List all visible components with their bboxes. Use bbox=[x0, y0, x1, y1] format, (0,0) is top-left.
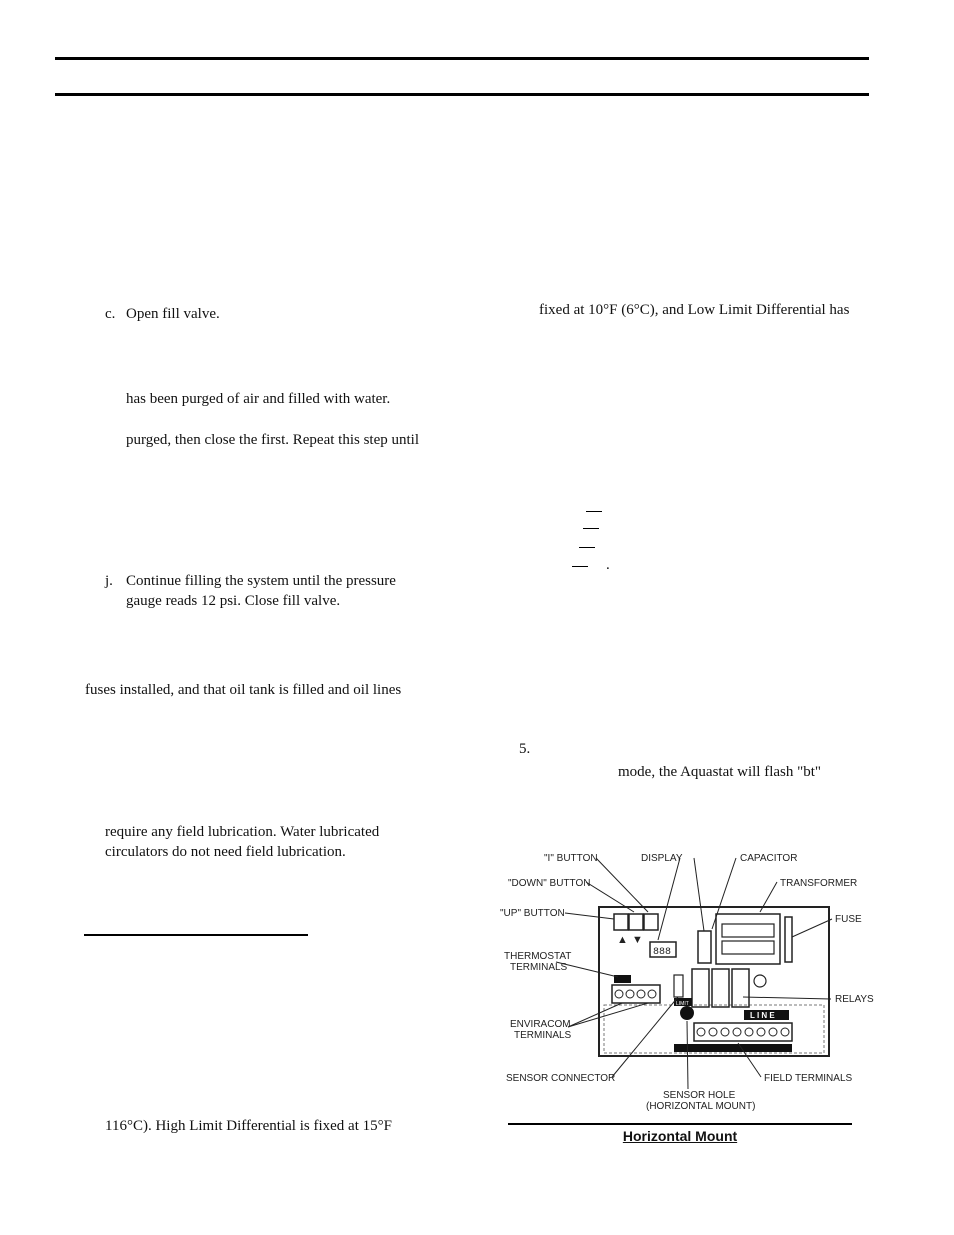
thermostat-screw-3 bbox=[637, 990, 645, 998]
field-screw-8 bbox=[781, 1028, 789, 1036]
step-j-line2: gauge reads 12 psi. Close fill valve. bbox=[126, 593, 341, 609]
label-i-button: "I" BUTTON bbox=[544, 853, 598, 864]
down-arrow-icon: ▼ bbox=[632, 934, 643, 946]
field-terminal-labels bbox=[674, 1044, 792, 1052]
step-c-text: Open fill valve. bbox=[126, 306, 220, 322]
field-screw-5 bbox=[745, 1028, 753, 1036]
figure-caption-rule bbox=[508, 1123, 852, 1125]
field-screw-4 bbox=[733, 1028, 741, 1036]
label-thermostat-1: THERMOSTAT bbox=[504, 951, 572, 962]
header-rule-bottom bbox=[55, 93, 869, 96]
underscore-mark-4 bbox=[572, 566, 588, 567]
thermostat-screw-4 bbox=[648, 990, 656, 998]
label-sensor-connector: SENSOR CONNECTOR bbox=[506, 1073, 616, 1084]
label-enviracom-2: TERMINALS bbox=[514, 1030, 572, 1041]
down-button bbox=[629, 914, 643, 930]
step-5-label: 5. bbox=[519, 741, 531, 757]
capacitor bbox=[698, 931, 711, 963]
up-arrow-icon: ▲ bbox=[617, 934, 628, 946]
label-relays: RELAYS bbox=[835, 994, 874, 1005]
line-tag-text: L I N E bbox=[750, 1011, 775, 1020]
fuses-text: fuses installed, and that oil tank is filled and oil lines bbox=[85, 682, 402, 698]
aquastat-diagram bbox=[498, 845, 874, 1115]
label-sensor-hole-2: (HORIZONTAL MOUNT) bbox=[646, 1101, 756, 1112]
label-fuse: FUSE bbox=[835, 914, 862, 925]
figure-caption: Horizontal Mount bbox=[622, 1128, 738, 1144]
underscore-mark-2 bbox=[583, 528, 599, 529]
field-screw-7 bbox=[769, 1028, 777, 1036]
high-limit-text: 116°C). High Limit Differential is fixed at 15°F bbox=[105, 1118, 392, 1134]
lubrication-line2: circulators do not need field lubrication. bbox=[105, 844, 346, 860]
purged-text: has been purged of air and filled with water. bbox=[126, 391, 391, 407]
field-screw-1 bbox=[697, 1028, 705, 1036]
leader-lines bbox=[556, 858, 832, 1089]
label-sensor-hole-1: SENSOR HOLE bbox=[663, 1090, 736, 1101]
label-up-button: "UP" BUTTON bbox=[500, 908, 565, 919]
up-button bbox=[614, 914, 628, 930]
sensor-hole bbox=[680, 1006, 694, 1020]
step-c-label: c. bbox=[105, 306, 116, 322]
purged-repeat-text: purged, then close the first. Repeat this step until bbox=[126, 432, 419, 448]
label-thermostat-2: TERMINALS bbox=[510, 962, 568, 973]
transformer-winding-1 bbox=[722, 924, 774, 937]
label-enviracom-1: ENVIRACOM bbox=[510, 1019, 571, 1030]
field-screw-6 bbox=[757, 1028, 765, 1036]
field-screw-2 bbox=[709, 1028, 717, 1036]
underscore-mark-3 bbox=[579, 547, 595, 548]
transformer bbox=[716, 914, 780, 964]
label-field-terminals: FIELD TERMINALS bbox=[764, 1073, 853, 1084]
label-display: DISPLAY bbox=[641, 853, 683, 864]
thermostat-screw-2 bbox=[626, 990, 634, 998]
step-j-line1: Continue filling the system until the pressure bbox=[126, 573, 396, 589]
i-button bbox=[644, 914, 658, 930]
low-limit-text: fixed at 10°F (6°C), and Low Limit Differential has bbox=[539, 302, 850, 318]
limit-tag-text: LIMIT bbox=[676, 1001, 689, 1007]
mode-text: mode, the Aquastat will flash "bt" bbox=[618, 764, 822, 780]
fuse bbox=[785, 917, 792, 962]
period-mark: . bbox=[606, 557, 610, 573]
label-down-button: "DOWN" BUTTON bbox=[508, 878, 591, 889]
transformer-winding-2 bbox=[722, 941, 774, 954]
relay-indicator bbox=[754, 975, 766, 987]
section-underline bbox=[84, 934, 308, 936]
sensor-connector bbox=[674, 975, 683, 997]
thermostat-screw-1 bbox=[615, 990, 623, 998]
label-capacitor: CAPACITOR bbox=[740, 853, 798, 864]
header-rule-top bbox=[55, 57, 869, 60]
relay-3 bbox=[732, 969, 749, 1007]
thermostat-terminal-block bbox=[612, 985, 660, 1003]
field-screw-3 bbox=[721, 1028, 729, 1036]
display-digits: 888 bbox=[653, 947, 672, 958]
label-transformer: TRANSFORMER bbox=[780, 878, 858, 889]
step-j-label: j. bbox=[105, 573, 113, 589]
relay-1 bbox=[692, 969, 709, 1007]
underscore-mark-1 bbox=[586, 511, 602, 512]
relay-2 bbox=[712, 969, 729, 1007]
lubrication-line1: require any field lubrication. Water lubricated bbox=[105, 824, 380, 840]
